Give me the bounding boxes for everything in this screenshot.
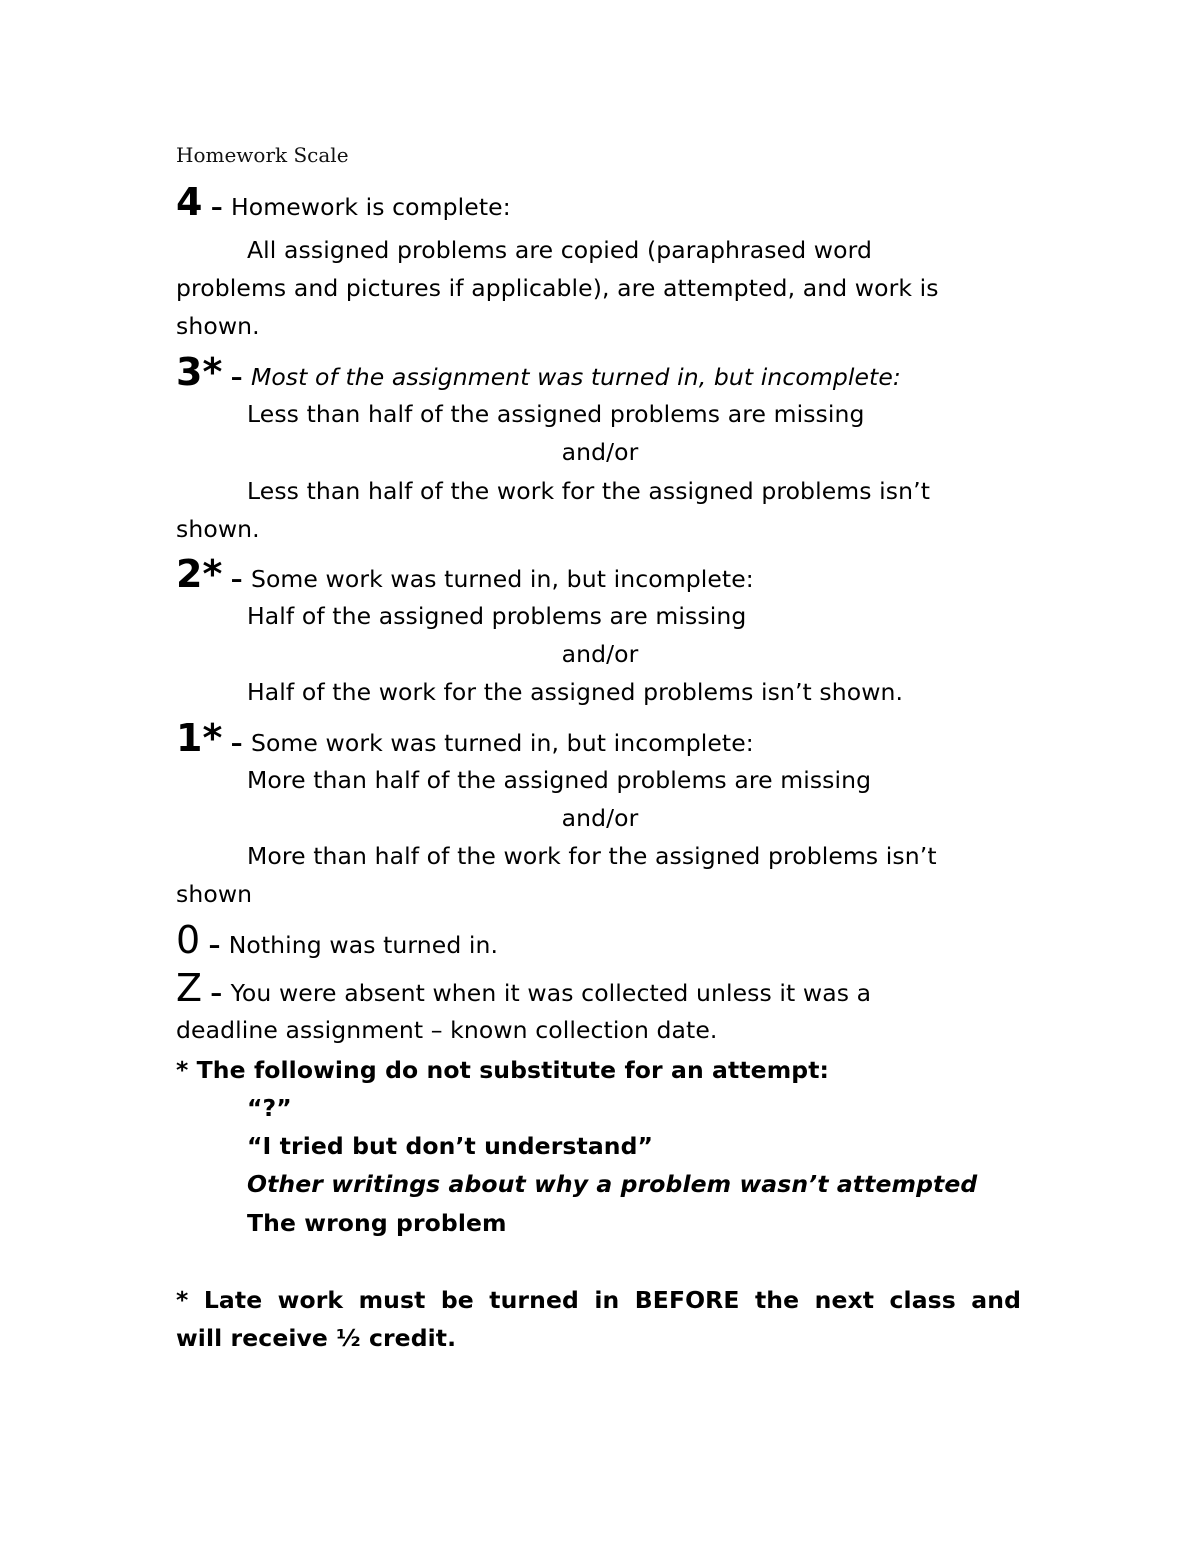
grade-4-label: 4 [176,180,203,224]
grade-2-row [176,552,754,596]
note-attempt-item: The wrong problem [247,1209,507,1237]
grade-z-line-1: You were absent when it was collected unless it was a [230,979,872,1007]
grade-3-line-1: Less than half of the assigned problems are missing [247,400,865,428]
note-attempt-item: “I tried but don’t understand” [247,1132,654,1160]
grade-3-dash: – [222,363,251,391]
grade-1-row [176,716,754,760]
grade-3-andor-text: and/or [561,438,639,466]
late-work-line-1: * Late work must be turned in BEFORE the next class and [176,1286,1021,1314]
grade-3-heading: Most of the assignment was turned in, but incomplete: [250,363,901,391]
grade-1-line-3: shown [176,880,253,908]
grade-2-heading: Some work was turned in, but incomplete: [250,565,754,593]
grade-3-andor [0,438,1200,466]
grade-3-label: 3* [176,350,223,394]
grade-0-heading: Nothing was turned in. [228,931,499,959]
grade-2-andor [0,640,1200,668]
grade-1-andor [0,804,1200,832]
grade-2-line-2: Half of the work for the assigned problems isn’t shown. [247,678,904,706]
grade-1-andor-text: and/or [561,804,639,832]
grade-0-row [176,918,498,962]
grade-2-line-1: Half of the assigned problems are missing [247,602,747,630]
grade-z-row [176,966,871,1010]
grade-1-label: 1* [176,716,223,760]
grade-2-andor-text: and/or [561,640,639,668]
grade-4-row [176,180,511,224]
grade-4-desc-3: shown. [176,312,260,340]
grade-4-desc-2: problems and pictures if applicable), are attempted, and work is [176,274,939,302]
note-attempt-heading: * The following do not substitute for an attempt: [176,1056,830,1084]
grade-2-dash: – [222,565,251,593]
grade-1-line-2: More than half of the work for the assigned problems isn’t [247,842,937,870]
grade-0-label: 0 [176,918,201,962]
grade-2-label: 2* [176,552,223,596]
late-work-line-2: will receive ½ credit. [176,1324,457,1352]
grade-4-heading: Homework is complete: [230,193,511,221]
grade-3-line-2: Less than half of the work for the assigned problems isn’t [247,477,931,505]
grade-z-label: Z [176,966,203,1010]
grade-4-dash: – [202,193,231,221]
grade-0-dash: – [200,931,229,959]
grade-1-line-1: More than half of the assigned problems are missing [247,766,872,794]
grade-3-line-3: shown. [176,515,260,543]
grade-3-row [176,350,901,394]
grade-z-line-2: deadline assignment – known collection date. [176,1016,718,1044]
page-title: Homework Scale [176,143,349,167]
grade-4-desc-1: All assigned problems are copied (paraphrased word [247,236,872,264]
note-attempt-item: “?” [247,1094,292,1122]
grade-z-dash: – [202,979,231,1007]
note-attempt-item: Other writings about why a problem wasn’t attempted [247,1170,978,1198]
grade-1-heading: Some work was turned in, but incomplete: [250,729,754,757]
grade-1-dash: – [222,729,251,757]
